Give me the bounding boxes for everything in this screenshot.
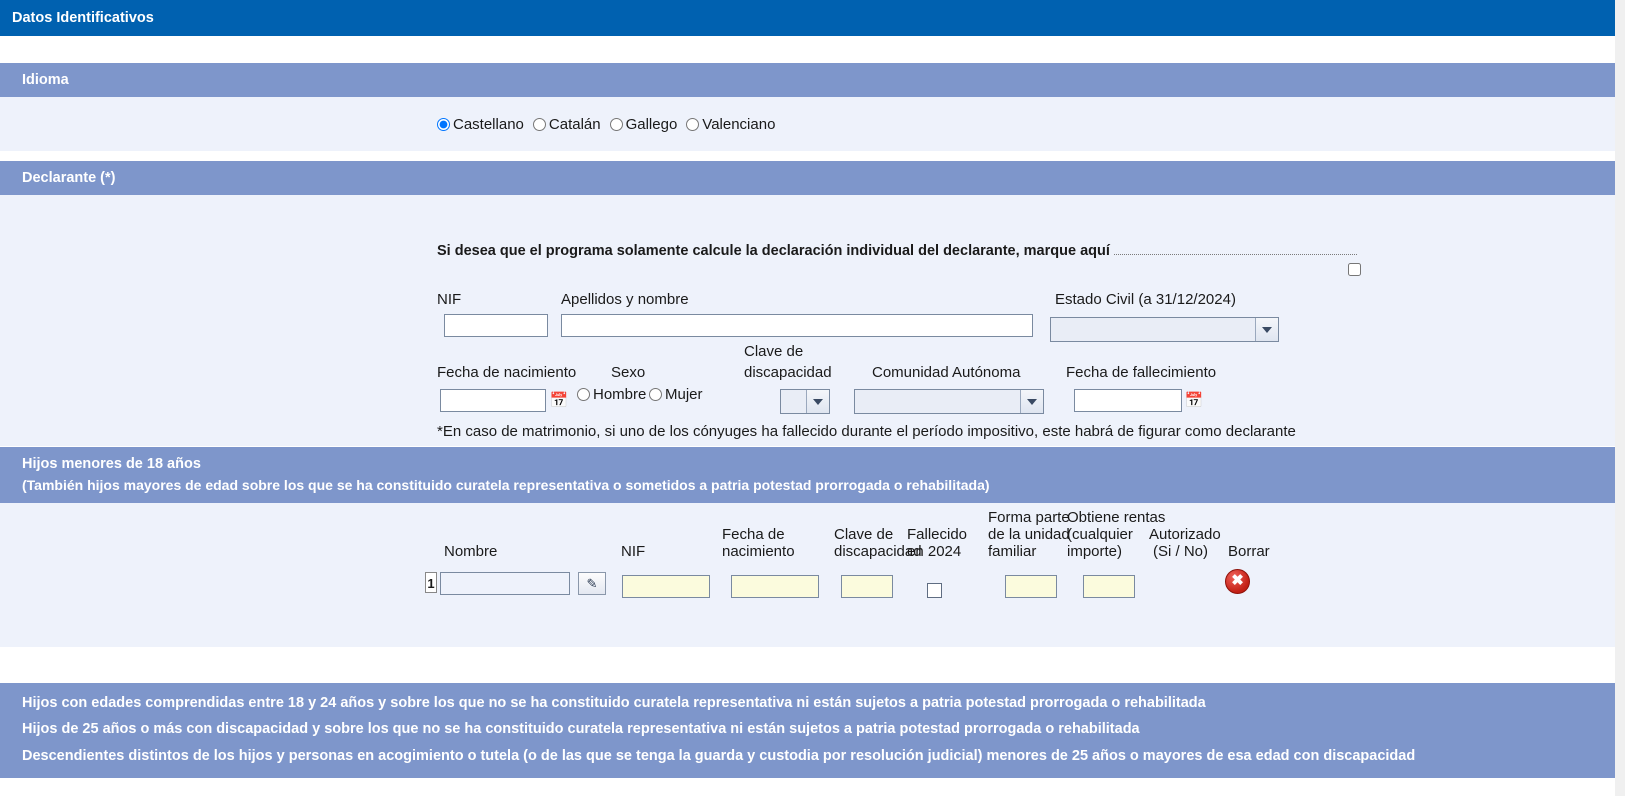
estado-civil-select[interactable]	[1050, 317, 1279, 342]
individual-declaration-checkbox[interactable]	[1348, 263, 1361, 276]
label-fecha-fallecimiento: Fecha de fallecimiento	[1066, 364, 1217, 382]
bottom-line-1: Hijos con edades comprendidas entre 18 y 24 años y sobre los que no se ha constituido curatela representativa ni están sujetos a patria potestad prorrogada o rehabilitada	[22, 695, 1206, 711]
label-clave-discapacidad-2: discapacidad	[744, 364, 832, 382]
sexo-radio-mujer[interactable]	[649, 388, 662, 401]
individual-declaration-checkbox-wrap[interactable]	[1348, 263, 1361, 280]
idioma-option-catalan-label: Catalán	[548, 115, 601, 133]
label-clave-discapacidad-1: Clave de	[744, 343, 804, 361]
sexo-option-mujer-label: Mujer	[665, 386, 703, 404]
label-apellidos: Apellidos y nombre	[561, 291, 689, 309]
label-estado-civil: Estado Civil (a 31/12/2024)	[1055, 291, 1236, 309]
idioma-radio-castellano[interactable]	[437, 118, 450, 131]
idioma-option-castellano-label: Castellano	[453, 115, 524, 133]
col-fecha-nacimiento-1: Fecha de	[722, 526, 785, 544]
label-nif: NIF	[437, 291, 462, 309]
page-title: Datos Identificativos	[12, 10, 154, 26]
declarante-header-label: Declarante (*)	[22, 170, 116, 186]
idioma-section-body	[0, 97, 1615, 151]
idioma-radio-group	[437, 116, 784, 133]
window-title-bar	[0, 0, 1615, 36]
label-fecha-nacimiento: Fecha de nacimiento	[437, 364, 577, 382]
label-sexo: Sexo	[611, 364, 646, 382]
col-unidad-familiar-2: de la unidad	[988, 526, 1070, 544]
hijos-menores-header	[0, 446, 1615, 503]
col-rentas-1: Obtiene rentas	[1067, 509, 1166, 527]
individual-declaration-text: Si desea que el programa solamente calcule la declaración individual del declarante, marque aquí	[437, 243, 1110, 260]
label-comunidad-autonoma: Comunidad Autónoma	[872, 364, 1021, 382]
bottom-line-3: Descendientes distintos de los hijos y personas en acogimiento o tutela (o de las que se tenga la guarda y custodia por resolución judicial) menores de 25 años o mayores de esa edad con discapacidad	[22, 747, 1416, 764]
chevron-down-icon	[1255, 318, 1278, 341]
hijo-nombre-input[interactable]	[440, 572, 570, 595]
col-borrar: Borrar	[1228, 543, 1270, 561]
idioma-option-gallego[interactable]	[610, 116, 678, 133]
row-index-label: 1	[425, 572, 437, 593]
sexo-radio-hombre[interactable]	[577, 388, 590, 401]
nif-input[interactable]	[444, 314, 548, 337]
hijo-rentas-input[interactable]	[1083, 575, 1135, 598]
vertical-scrollbar[interactable]	[1615, 0, 1625, 796]
hijo-fallecido-checkbox[interactable]	[927, 583, 942, 598]
chevron-down-icon	[806, 390, 829, 413]
hijo-clave-discapacidad-input[interactable]	[841, 575, 893, 598]
fecha-nacimiento-input[interactable]	[440, 389, 546, 412]
idioma-radio-catalan[interactable]	[533, 118, 546, 131]
idioma-option-castellano[interactable]	[437, 116, 524, 133]
hijos-menores-body	[0, 503, 1615, 647]
idioma-option-catalan[interactable]	[533, 116, 601, 133]
col-unidad-familiar-3: familiar	[988, 543, 1037, 561]
idioma-section	[0, 62, 1615, 151]
col-nombre: Nombre	[444, 543, 498, 561]
col-autorizado-2: (Si / No)	[1153, 543, 1209, 561]
hijo-fecha-nacimiento-input[interactable]	[731, 575, 819, 598]
col-rentas-2: (cualquier	[1067, 526, 1133, 544]
declarante-note: *En caso de matrimonio, si uno de los cónyuges ha fallecido durante el período impositivo, este habrá de figurar como declarante	[437, 423, 1296, 441]
col-unidad-familiar-1: Forma parte	[988, 509, 1070, 527]
comunidad-autonoma-select[interactable]	[854, 389, 1044, 414]
fecha-fallecimiento-input[interactable]	[1074, 389, 1182, 412]
idioma-radio-valenciano[interactable]	[686, 118, 699, 131]
col-nif: NIF	[621, 543, 646, 561]
hijo-unidad-familiar-input[interactable]	[1005, 575, 1057, 598]
col-fallecido-1: Fallecido	[907, 526, 968, 544]
hijos-header-line2: (También hijos mayores de edad sobre los que se ha constituido curatela representativa o sometidos a patria potestad prorrogada o rehabilitada)	[22, 477, 990, 494]
otros-descendientes-header	[0, 682, 1615, 778]
declarante-section-body	[0, 195, 1615, 455]
calendar-icon-nacimiento[interactable]: 📅	[549, 391, 569, 409]
idioma-option-valenciano-label: Valenciano	[702, 115, 776, 133]
hijos-header-line1: Hijos menores de 18 años	[22, 456, 201, 472]
bottom-line-2: Hijos de 25 años o más con discapacidad y sobre los que no se ha constituido curatela representativa ni están sujetos a patria potestad prorrogada o rehabilitada	[22, 721, 1140, 738]
declarante-section-header	[0, 160, 1615, 195]
col-rentas-3: importe)	[1067, 543, 1123, 561]
col-fecha-nacimiento-2: nacimiento	[722, 543, 795, 561]
sexo-option-hombre-label: Hombre	[593, 386, 647, 404]
col-fallecido-2: en 2024	[907, 543, 962, 561]
col-clave-discapacidad-1: Clave de	[834, 526, 894, 544]
delete-icon[interactable]: ✖	[1225, 569, 1250, 594]
apellidos-nombre-input[interactable]	[561, 314, 1033, 337]
sexo-option-hombre[interactable]	[577, 386, 646, 403]
idioma-option-gallego-label: Gallego	[625, 115, 678, 133]
col-clave-discapacidad-2: discapacidad	[834, 543, 922, 561]
individual-declaration-row	[437, 243, 1357, 259]
dotted-leader	[1114, 244, 1357, 255]
idioma-option-valenciano[interactable]	[686, 116, 775, 133]
col-autorizado-1: Autorizado	[1149, 526, 1221, 544]
sexo-option-mujer[interactable]	[649, 386, 703, 403]
idioma-section-header	[0, 62, 1615, 97]
hijo-nif-input[interactable]	[622, 575, 710, 598]
idioma-header-label: Idioma	[22, 72, 69, 88]
otros-descendientes-section	[0, 682, 1615, 778]
idioma-radio-gallego[interactable]	[610, 118, 623, 131]
hijos-menores-section	[0, 446, 1615, 647]
calendar-icon-fallecimiento[interactable]: 📅	[1184, 391, 1204, 409]
chevron-down-icon	[1020, 390, 1043, 413]
clave-discapacidad-select[interactable]	[780, 389, 830, 414]
declarante-section	[0, 160, 1615, 455]
pencil-icon[interactable]: ✎	[578, 572, 606, 595]
